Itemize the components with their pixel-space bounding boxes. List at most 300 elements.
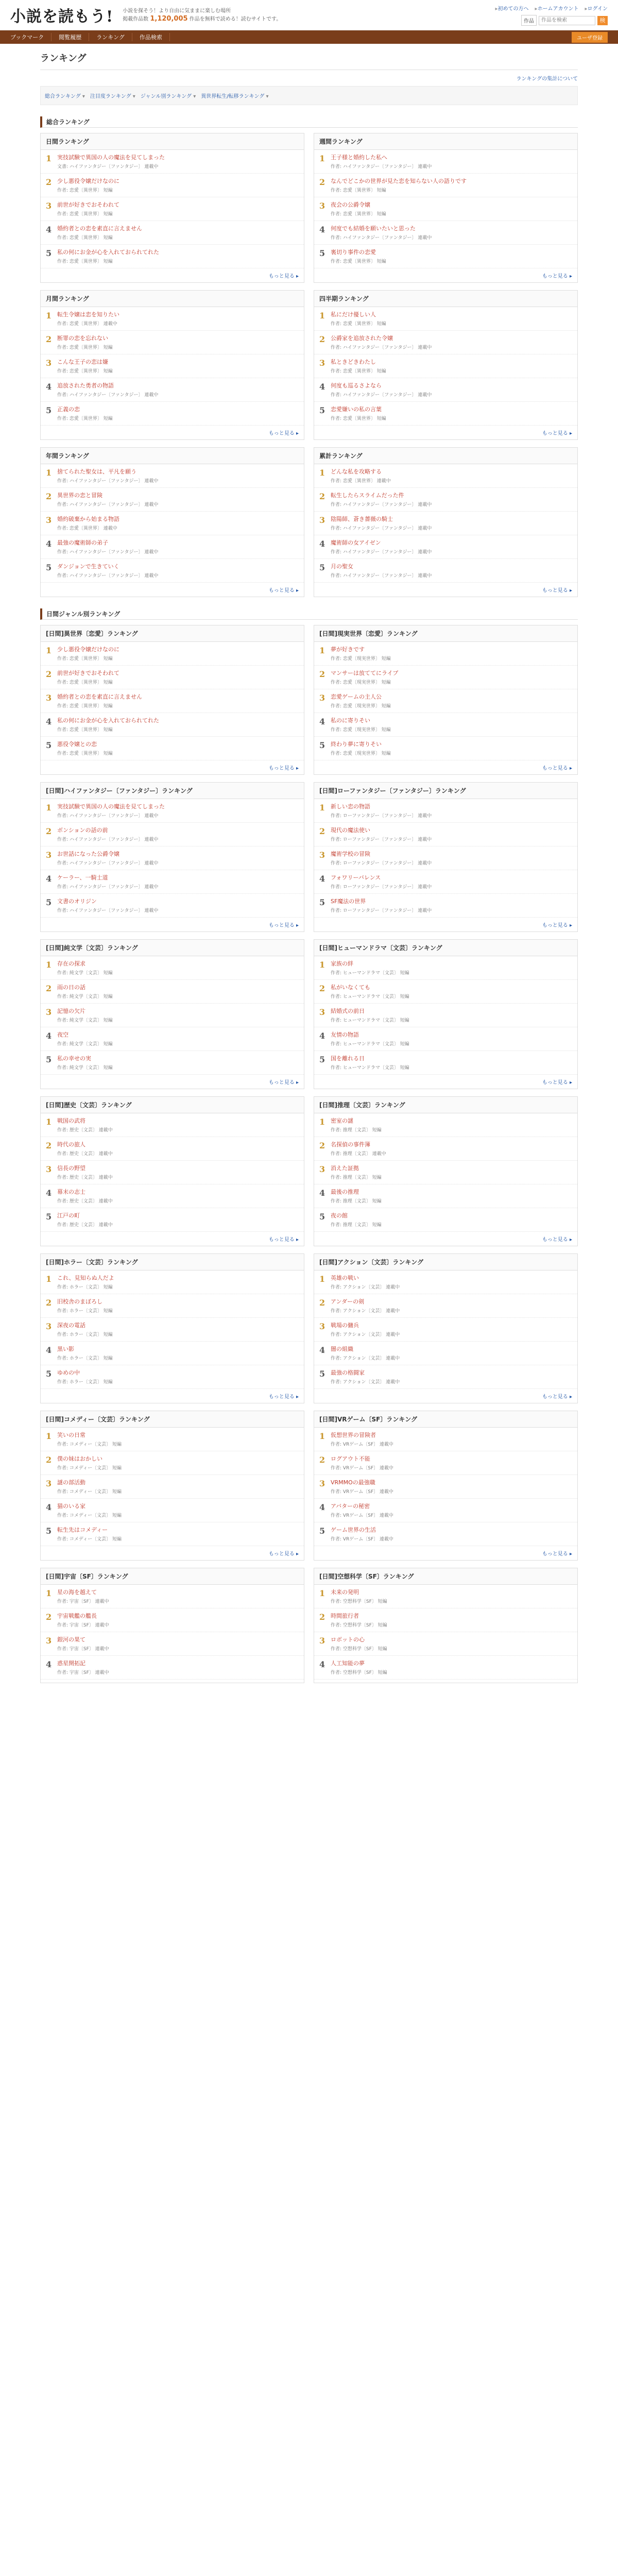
- nav-search[interactable]: 作品検索: [132, 33, 170, 41]
- rank-body: [331, 1007, 572, 1023]
- work-title-link[interactable]: 少し悪役令嬢だけなのに: [57, 646, 119, 653]
- work-title-link[interactable]: 記憶の欠片: [57, 1008, 85, 1014]
- work-title-link[interactable]: 夢が好きです: [331, 646, 365, 653]
- rank-body: [57, 492, 299, 507]
- rank-body: [57, 1055, 299, 1071]
- work-title-link[interactable]: 謎の部活動: [57, 1479, 85, 1486]
- work-title-link[interactable]: マンサーは放ててにライブ: [331, 670, 399, 676]
- work-meta: 作者: 恋愛〔異世界〕 短編: [57, 345, 113, 350]
- work-meta: 作者: コメディー〔文芸〕 短編: [57, 1489, 122, 1495]
- work-title-link[interactable]: 異世界の恋と冒険: [57, 492, 102, 499]
- rank-number: 2: [319, 1612, 325, 1622]
- more-link[interactable]: もっと見る ▸: [314, 1075, 577, 1086]
- work-meta: 作者: ホラー〔文芸〕 短編: [57, 1309, 113, 1314]
- ranking-item: [41, 737, 304, 760]
- ranking-panel: [40, 1568, 304, 1683]
- more-link[interactable]: もっと見る ▸: [41, 1546, 304, 1557]
- work-title-link[interactable]: 国を離れる日: [331, 1055, 365, 1062]
- work-title-link[interactable]: 僕の妹はおかしい: [57, 1455, 102, 1462]
- work-title-link[interactable]: 人工知能の夢: [331, 1660, 365, 1667]
- rank-number: 5: [46, 897, 52, 907]
- work-title-link[interactable]: アンダーの剣: [331, 1298, 365, 1305]
- work-meta: 作者: 宇宙〔SF〕 連載中: [57, 1670, 109, 1675]
- work-title-link[interactable]: 私のに寄りそい: [331, 717, 370, 724]
- work-title-link[interactable]: 転生先はコメディー: [57, 1527, 108, 1533]
- work-title-link[interactable]: なんでどこかの世界が見た恋を知らない人の語りです: [331, 178, 467, 184]
- rank-body: [331, 563, 572, 579]
- ranking-item: [314, 1113, 577, 1137]
- ranking-panel: [40, 133, 304, 283]
- work-title-link[interactable]: 闇の組織: [331, 1346, 353, 1352]
- more-link[interactable]: もっと見る ▸: [314, 1389, 577, 1400]
- ranking-panel: [314, 1253, 578, 1403]
- work-title-link[interactable]: ログアウト不能: [331, 1455, 370, 1462]
- work-title-link[interactable]: 文書のオリジン: [57, 898, 97, 905]
- work-title-link[interactable]: 消えた証拠: [331, 1165, 359, 1172]
- ranking-help-link[interactable]: ランキングの集計について: [516, 76, 578, 82]
- work-title-link[interactable]: 陰陽師、蒼き薔薇の騎士: [331, 516, 393, 522]
- rank-number: 1: [319, 154, 325, 163]
- main-nav: [0, 30, 618, 44]
- work-meta: 作者: ホラー〔文芸〕 短編: [57, 1332, 113, 1337]
- ranking-panel-title: 累計ランキング: [314, 448, 577, 464]
- rank-number: 3: [319, 693, 325, 703]
- nav-ranking[interactable]: ランキング: [89, 33, 132, 41]
- work-title-link[interactable]: 存在の探求: [57, 960, 85, 967]
- ranking-panel: [40, 290, 304, 440]
- work-title-link[interactable]: 友情の物語: [331, 1031, 359, 1038]
- more-link[interactable]: もっと見る ▸: [41, 918, 304, 928]
- rank-body: [331, 740, 572, 756]
- rank-number: 3: [319, 1479, 325, 1488]
- ranking-item: [41, 1365, 304, 1389]
- ranking-item: [314, 1027, 577, 1051]
- ranking-item: [314, 1161, 577, 1184]
- work-meta: 作者: ハイファンタジー〔ファンタジー〕 連載中: [57, 837, 159, 842]
- work-title-link[interactable]: 悪役令嬢との恋: [57, 741, 97, 748]
- nav-bookmark[interactable]: ブックマーク: [10, 33, 52, 41]
- work-title-link[interactable]: 猫のいる家: [57, 1503, 85, 1510]
- work-meta: 作者: アクション〔文芸〕 連載中: [331, 1285, 400, 1290]
- work-title-link[interactable]: 恋愛嫌いの私の言葉: [331, 406, 382, 413]
- work-title-link[interactable]: 夜会の公爵令嬢: [331, 201, 370, 208]
- top-link-beginner[interactable]: ▸ 初めての方へ: [495, 4, 529, 12]
- work-title-link[interactable]: 夜の館: [331, 1212, 348, 1219]
- more-link[interactable]: もっと見る ▸: [314, 1232, 577, 1243]
- work-meta: 作者: 恋愛〔異世界〕 連載中: [331, 479, 391, 484]
- work-title-link[interactable]: 結婚式の前日: [331, 1008, 365, 1014]
- rank-body: [331, 201, 572, 217]
- work-meta: 作者: 恋愛〔異世界〕 短編: [331, 188, 386, 193]
- rank-number: 5: [319, 1212, 325, 1222]
- ranking-item: [41, 1270, 304, 1294]
- ranking-item: [41, 870, 304, 894]
- work-meta: 作者: 恋愛〔現実世界〕 短編: [331, 656, 391, 662]
- more-link[interactable]: もっと見る ▸: [41, 1389, 304, 1400]
- ranking-item: [41, 1161, 304, 1184]
- rank-body: [57, 693, 299, 709]
- work-title-link[interactable]: 魔術学校の冒険: [331, 851, 370, 857]
- rank-number: 4: [46, 225, 52, 234]
- ranking-item: [314, 1051, 577, 1075]
- work-title-link[interactable]: 密室の謎: [331, 1117, 353, 1124]
- ranking-item: [314, 512, 577, 535]
- rank-body: [57, 539, 299, 555]
- work-meta: 作者: ローファンタジー〔ファンタジー〕 連載中: [331, 861, 432, 866]
- work-title-link[interactable]: ケーラー、一騎士道: [57, 874, 108, 881]
- ranking-grid: [40, 625, 578, 1683]
- work-title-link[interactable]: 王子様と婚約した私へ: [331, 154, 387, 161]
- ranking-panel-title: [日間]空想科学〔SF〕ランキング: [314, 1568, 577, 1585]
- work-title-link[interactable]: お世話になった公爵令嬢: [57, 851, 119, 857]
- ranking-item: [314, 1270, 577, 1294]
- work-meta: 作者: 恋愛〔異世界〕 連載中: [57, 321, 117, 327]
- work-title-link[interactable]: 惑星開拓記: [57, 1660, 85, 1667]
- ranking-item: [314, 666, 577, 689]
- rank-number: 4: [319, 1659, 325, 1669]
- ranking-item: [41, 1137, 304, 1161]
- work-title-link[interactable]: 追放された勇者の物語: [57, 382, 114, 389]
- more-link[interactable]: もっと見る ▸: [314, 760, 577, 771]
- search-button[interactable]: 検: [597, 16, 608, 25]
- work-title-link[interactable]: どんな私を攻略する: [331, 468, 382, 475]
- work-meta: 作者: コメディー〔文芸〕 短編: [57, 1442, 122, 1447]
- work-meta: 作者: ヒューマンドラマ〔文芸〕 短編: [331, 1018, 409, 1023]
- more-link[interactable]: もっと見る ▸: [41, 583, 304, 594]
- work-meta: 作者: ハイファンタジー〔ファンタジー〕 連載中: [331, 345, 432, 350]
- ranking-panel: [40, 1253, 304, 1403]
- work-title-link[interactable]: 実技試験で異国の人の魔法を見てしまった: [57, 154, 165, 161]
- rank-number: 3: [46, 201, 52, 211]
- tab-attention[interactable]: 注目度ランキング ▾: [90, 92, 135, 99]
- top-link-home-account[interactable]: ▸ ホームアカウント: [535, 4, 579, 12]
- work-title-link[interactable]: 私の何にお金が心を入れておられてれた: [57, 717, 159, 724]
- work-meta: 作者: 恋愛〔異世界〕 短編: [57, 727, 113, 733]
- rank-body: [331, 539, 572, 555]
- work-meta: 作者: 恋愛〔現実世界〕 短編: [331, 704, 391, 709]
- work-title-link[interactable]: SF魔法の世界: [331, 898, 366, 905]
- rank-body: [57, 1502, 299, 1518]
- work-title-link[interactable]: 名探偵の事件簿: [331, 1141, 370, 1148]
- rank-number: 2: [46, 984, 52, 993]
- ranking-item: [314, 1522, 577, 1546]
- work-title-link[interactable]: ボンションの話の前: [57, 827, 108, 834]
- work-title-link[interactable]: 私にだけ優しい人: [331, 311, 376, 318]
- work-title-link[interactable]: 時間旅行者: [331, 1613, 359, 1619]
- work-title-link[interactable]: 転生したらスライムだった件: [331, 492, 404, 499]
- rank-number: 5: [46, 740, 52, 750]
- rank-number: 5: [46, 1212, 52, 1222]
- work-title-link[interactable]: 少し悪役令嬢だけなのに: [57, 178, 119, 184]
- work-title-link[interactable]: 正義の恋: [57, 406, 80, 413]
- work-title-link[interactable]: 銀河の果て: [57, 1636, 85, 1643]
- ranking-item: [314, 1137, 577, 1161]
- rank-number: 4: [46, 1659, 52, 1669]
- rank-number: 3: [319, 358, 325, 368]
- work-title-link[interactable]: 最強の格闘家: [331, 1369, 365, 1376]
- rank-body: [331, 897, 572, 913]
- rank-body: [331, 1212, 572, 1228]
- rank-number: 4: [46, 1345, 52, 1355]
- site-header: [0, 0, 618, 30]
- rank-number: 3: [46, 1321, 52, 1331]
- work-title-link[interactable]: 何度も巡るさよなら: [331, 382, 382, 389]
- rank-number: 2: [46, 1455, 52, 1465]
- work-title-link[interactable]: 恋愛ゲームの主人公: [331, 693, 382, 700]
- more-link[interactable]: もっと見る ▸: [41, 1075, 304, 1086]
- ranking-item: [41, 1656, 304, 1680]
- rank-body: [331, 1588, 572, 1604]
- work-meta: 作者: ハイファンタジー〔ファンタジー〕 連載中: [331, 164, 432, 170]
- work-title-link[interactable]: 転生令嬢は恋を知りたい: [57, 311, 119, 318]
- ranking-item: [41, 354, 304, 378]
- ranking-item: [41, 512, 304, 535]
- rank-body: [57, 154, 299, 170]
- ranking-item: [314, 870, 577, 894]
- work-title-link[interactable]: 星の海を越えて: [57, 1589, 97, 1596]
- rank-number: 4: [319, 1031, 325, 1041]
- work-title-link[interactable]: 旧校舎のまぼろし: [57, 1298, 102, 1305]
- work-meta: 作者: 恋愛〔異世界〕 短編: [331, 212, 386, 217]
- more-link[interactable]: もっと見る ▸: [314, 1546, 577, 1557]
- rank-body: [57, 874, 299, 890]
- ranking-item: [41, 956, 304, 980]
- ranking-item: [314, 713, 577, 737]
- work-meta: 作者: ローファンタジー〔ファンタジー〕 連載中: [331, 837, 432, 842]
- ranking-panel: [40, 1411, 304, 1561]
- work-title-link[interactable]: 戦国の武将: [57, 1117, 85, 1124]
- work-title-link[interactable]: 雨の日の話: [57, 984, 85, 991]
- rank-number: 3: [46, 1007, 52, 1017]
- work-title-link[interactable]: 江戸の町: [57, 1212, 80, 1219]
- work-title-link[interactable]: 捨てられた聖女は、平凡を願う: [57, 468, 136, 475]
- work-title-link[interactable]: これ、見知らぬ人だよ: [57, 1275, 114, 1281]
- work-title-link[interactable]: 実技試験で異国の人の魔法を見てしまった: [57, 803, 165, 810]
- work-title-link[interactable]: 前世が好きでおそわれて: [57, 670, 119, 676]
- work-meta: 作者: 恋愛〔異世界〕 短編: [57, 188, 113, 193]
- rank-body: [331, 669, 572, 685]
- more-link[interactable]: もっと見る ▸: [314, 583, 577, 594]
- rank-body: [57, 960, 299, 976]
- work-meta: 作者: 恋愛〔異世界〕 短編: [57, 235, 113, 241]
- work-title-link[interactable]: 最強の魔術師の弟子: [57, 539, 108, 546]
- ranking-panel-title: [日間]ローファンタジー〔ファンタジー〕ランキング: [314, 783, 577, 799]
- work-title-link[interactable]: ゆめの中: [57, 1369, 80, 1376]
- more-link[interactable]: もっと見る ▸: [314, 426, 577, 436]
- more-link[interactable]: もっと見る ▸: [41, 426, 304, 436]
- work-meta: 作者: 恋愛〔現実世界〕 短編: [331, 680, 391, 685]
- work-meta: 作者: 恋愛〔異世界〕 短編: [57, 656, 113, 662]
- ranking-item: [314, 174, 577, 197]
- work-title-link[interactable]: 前世が好きでおそわれて: [57, 201, 119, 208]
- ranking-item: [41, 1428, 304, 1451]
- work-title-link[interactable]: 裏切り事件の恋愛: [331, 249, 376, 256]
- rank-number: 2: [319, 826, 325, 836]
- work-title-link[interactable]: 最後の推理: [331, 1189, 359, 1195]
- work-title-link[interactable]: 笑いの日常: [57, 1432, 85, 1438]
- work-title-link[interactable]: 未来の発明: [331, 1589, 359, 1596]
- work-title-link[interactable]: 幕末の志士: [57, 1189, 85, 1195]
- ranking-item: [41, 1051, 304, 1075]
- rank-body: [57, 382, 299, 398]
- ranking-item: [314, 245, 577, 268]
- more-link[interactable]: もっと見る ▸: [314, 918, 577, 928]
- more-link[interactable]: もっと見る ▸: [41, 1232, 304, 1243]
- rank-body: [331, 1274, 572, 1290]
- top-link-login[interactable]: ▸ ログイン: [585, 4, 608, 12]
- ranking-panel: [40, 939, 304, 1089]
- user-register-button[interactable]: ユーザ登録: [572, 32, 608, 43]
- work-meta: 作者: アクション〔文芸〕 連載中: [331, 1332, 400, 1337]
- rank-body: [331, 1055, 572, 1071]
- rank-body: [331, 1479, 572, 1495]
- rank-body: [331, 334, 572, 350]
- tab-overall[interactable]: 総合ランキング ▾: [45, 92, 85, 99]
- rank-body: [331, 311, 572, 327]
- rank-number: 2: [46, 1141, 52, 1150]
- work-meta: 作者: ハイファンタジー〔ファンタジー〕 連載中: [57, 479, 159, 484]
- more-link[interactable]: もっと見る ▸: [41, 760, 304, 771]
- work-title-link[interactable]: VRMMOの最強職: [331, 1479, 375, 1486]
- rank-number: 4: [319, 382, 325, 392]
- work-title-link[interactable]: 終わり夢に寄りそい: [331, 741, 382, 748]
- work-meta: 作者: 純文学〔文芸〕 短編: [57, 1018, 113, 1023]
- ranking-item: [41, 402, 304, 426]
- site-logo[interactable]: 小説を読もう!: [10, 8, 114, 26]
- ranking-item: [314, 354, 577, 378]
- rank-number: 3: [319, 1007, 325, 1017]
- ranking-item: [314, 956, 577, 980]
- work-title-link[interactable]: 黒い影: [57, 1346, 74, 1352]
- rank-body: [57, 225, 299, 241]
- ranking-panel-title: 週間ランキング: [314, 133, 577, 150]
- work-title-link[interactable]: 魔術師の女アイゼン: [331, 539, 381, 546]
- rank-number: 4: [46, 1031, 52, 1041]
- ranking-item: [314, 1499, 577, 1522]
- work-title-link[interactable]: フォワリーバレンス: [331, 874, 381, 881]
- more-link[interactable]: もっと見る ▸: [314, 268, 577, 279]
- rank-body: [331, 1188, 572, 1204]
- tab-genre[interactable]: ジャンル別ランキング ▾: [141, 92, 196, 99]
- rank-number: 3: [319, 850, 325, 860]
- work-meta: 作者: コメディー〔文芸〕 短編: [57, 1513, 122, 1518]
- rank-number: 5: [46, 405, 52, 415]
- work-title-link[interactable]: 家族の絆: [331, 960, 353, 967]
- work-title-link[interactable]: 英雄の戦い: [331, 1275, 359, 1281]
- rank-body: [57, 897, 299, 913]
- rank-body: [57, 1345, 299, 1361]
- site-tagline: [123, 7, 281, 23]
- work-title-link[interactable]: 新しい恋の物語: [331, 803, 370, 810]
- rank-number: 5: [319, 1369, 325, 1379]
- ranking-panel: [314, 782, 578, 932]
- ranking-item: [41, 1499, 304, 1522]
- rank-body: [331, 1117, 572, 1133]
- ranking-panel: [314, 625, 578, 775]
- ranking-item: [41, 1004, 304, 1027]
- work-title-link[interactable]: 私の幸せの実: [57, 1055, 91, 1062]
- work-title-link[interactable]: 宇宙戦艦の艦長: [57, 1613, 97, 1619]
- work-meta: 作者: 宇宙〔SF〕 連載中: [57, 1599, 109, 1604]
- work-title-link[interactable]: 夜空: [57, 1031, 68, 1038]
- ranking-item: [41, 488, 304, 512]
- ranking-item: [41, 378, 304, 402]
- rank-number: 5: [46, 1526, 52, 1536]
- search-type-select[interactable]: 作品: [521, 15, 537, 26]
- work-meta: 作者: 推理〔文芸〕 短編: [331, 1128, 382, 1133]
- rank-number: 1: [46, 646, 52, 655]
- nav-history[interactable]: 閲覧履歴: [52, 33, 89, 41]
- ranking-item: [314, 1365, 577, 1389]
- rank-number: 3: [46, 693, 52, 703]
- work-title-link[interactable]: 時代の旅人: [57, 1141, 85, 1148]
- work-title-link[interactable]: 私がいなくても: [331, 984, 370, 991]
- work-title-link[interactable]: ロボットの心: [331, 1636, 365, 1643]
- work-title-link[interactable]: ダンジョンで生きていく: [57, 563, 119, 570]
- rank-number: 2: [46, 669, 52, 679]
- ranking-item: [314, 1475, 577, 1499]
- work-title-link[interactable]: 婚約破棄から始まる物語: [57, 516, 119, 522]
- tagline-count-label: 掲載作品数: [123, 16, 149, 22]
- work-title-link[interactable]: 信長の野望: [57, 1165, 85, 1172]
- work-title-link[interactable]: 私の何にお金が心を入れておられてれた: [57, 249, 159, 256]
- work-meta: 作者: 恋愛〔異世界〕 短編: [57, 680, 113, 685]
- work-title-link[interactable]: 現代の魔法使い: [331, 827, 370, 834]
- work-title-link[interactable]: 公爵家を追放された令嬢: [331, 335, 393, 342]
- ranking-item: [41, 1475, 304, 1499]
- work-title-link[interactable]: 婚約者との恋を素直に言えません: [57, 225, 142, 232]
- work-title-link[interactable]: 仮想世界の冒険者: [331, 1432, 376, 1438]
- work-title-link[interactable]: 断罪の恋を忘れない: [57, 335, 108, 342]
- search-input[interactable]: [539, 16, 595, 25]
- work-title-link[interactable]: 月の聖女: [331, 563, 353, 570]
- work-meta: 作者: ハイファンタジー〔ファンタジー〕 連載中: [57, 502, 159, 507]
- ranking-panel-title: [日間]VRゲーム〔SF〕ランキング: [314, 1411, 577, 1428]
- work-meta: 作者: VRゲーム〔SF〕 連載中: [331, 1537, 394, 1542]
- work-title-link[interactable]: 私ときどきわたし: [331, 359, 376, 365]
- rank-body: [57, 248, 299, 264]
- rank-body: [331, 826, 572, 842]
- work-meta: 作者: 歴史〔文芸〕 連載中: [57, 1128, 113, 1133]
- ranking-item: [314, 823, 577, 846]
- rank-body: [331, 405, 572, 421]
- ranking-item: [314, 799, 577, 823]
- work-title-link[interactable]: アバターの秘密: [331, 1503, 370, 1510]
- work-title-link[interactable]: 戦場の傭兵: [331, 1322, 359, 1329]
- rank-body: [57, 177, 299, 193]
- ranking-panel-title: [日間]宇宙〔SF〕ランキング: [41, 1568, 304, 1585]
- rank-body: [331, 1031, 572, 1047]
- work-meta: 作者: ハイファンタジー〔ファンタジー〕 連載中: [57, 908, 159, 913]
- rank-body: [57, 1455, 299, 1471]
- rank-body: [331, 1526, 572, 1542]
- tab-isekai[interactable]: 異世界転生/転移ランキング ▾: [201, 92, 268, 99]
- rank-number: 1: [319, 646, 325, 655]
- ranking-panel-title: 日間ランキング: [41, 133, 304, 150]
- work-title-link[interactable]: 何度でも結婚を願いたいと思った: [331, 225, 416, 232]
- rank-number: 3: [319, 1164, 325, 1174]
- work-title-link[interactable]: ゲーム世界の生活: [331, 1527, 376, 1533]
- work-title-link[interactable]: 婚約者との恋を素直に言えません: [57, 693, 142, 700]
- work-title-link[interactable]: 深夜の電話: [57, 1322, 85, 1329]
- rank-body: [331, 1659, 572, 1675]
- rank-number: 3: [46, 515, 52, 525]
- ranking-item: [314, 1294, 577, 1318]
- work-title-link[interactable]: こんな王子の恋は嫌: [57, 359, 108, 365]
- more-link[interactable]: もっと見る ▸: [41, 268, 304, 279]
- rank-body: [331, 358, 572, 374]
- rank-number: 2: [319, 1455, 325, 1465]
